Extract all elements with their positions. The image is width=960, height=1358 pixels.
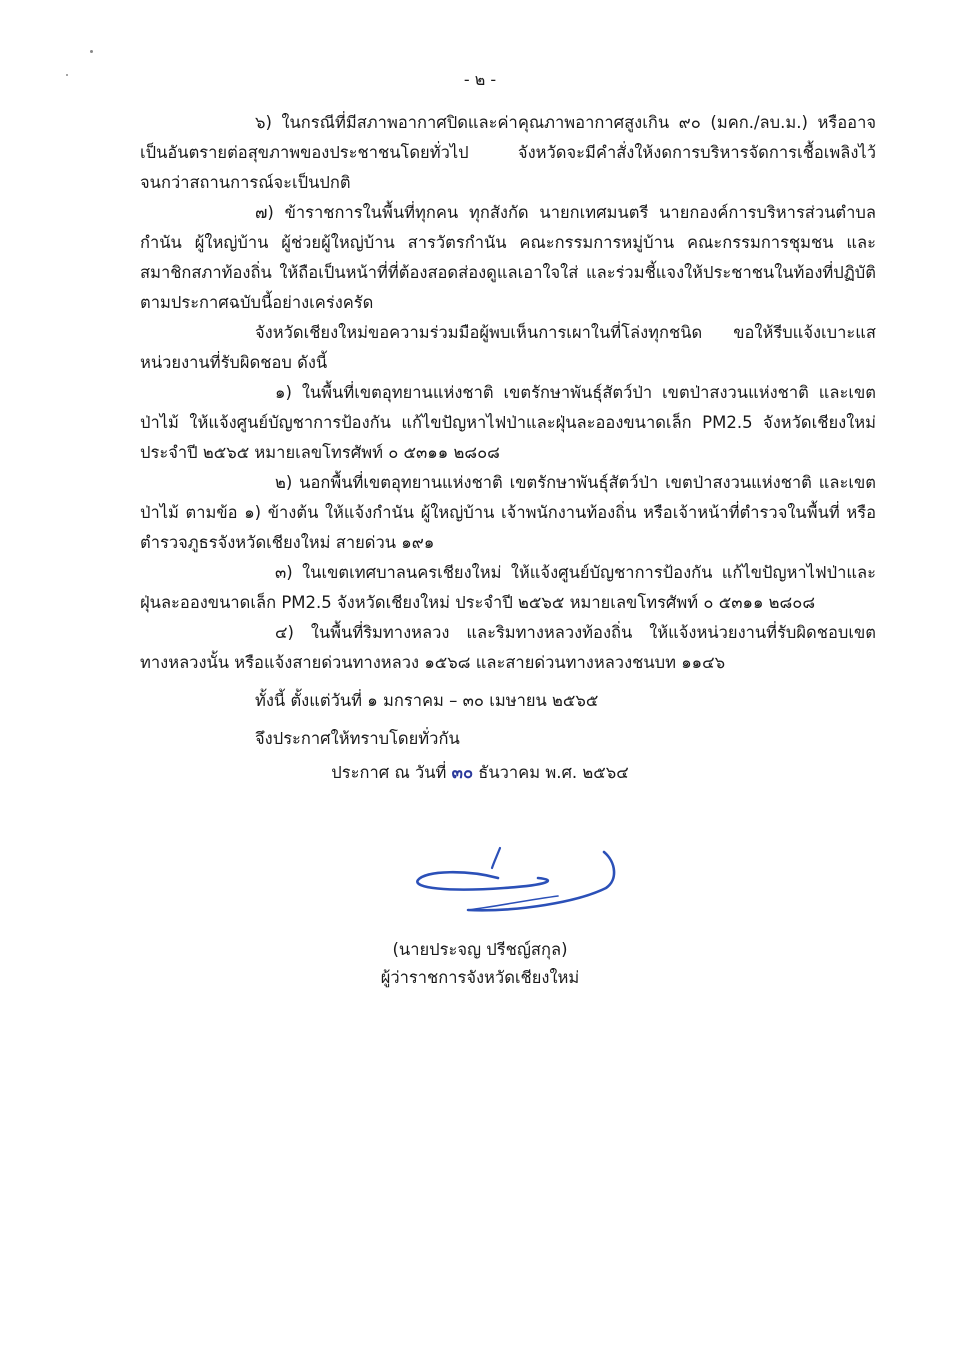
dateline [0, 760, 960, 786]
page-number: - ๒ - [463, 70, 497, 89]
scan-speck [90, 50, 93, 53]
handwritten-signature [408, 840, 628, 930]
signer-position: ผู้ว่าราชการจังหวัดเชียงใหม่ [380, 968, 580, 987]
dateline-suffix: ธันวาคม พ.ศ. ๒๕๖๔ [478, 763, 629, 782]
closing-block [140, 686, 876, 754]
paragraph-request: จังหวัดเชียงใหม่ขอความร่วมมือผู้พบเห็นการเผาในที่โล่งทุกชนิด ขอให้รีบแจ้งเบาะแสหน่วยงานที่รับผิดชอบ ดังนี้ [140, 323, 876, 372]
paragraph-contact-2: ๒) นอกพื้นที่เขตอุทยานแห่งชาติ เขตรักษาพันธุ์สัตว์ป่า เขตป่าสงวนแห่งชาติ และเขตป่าไม้ ตามข้อ ๑) ข้างต้น ให้แจ้งกำนัน ผู้ใหญ่บ้าน เจ้าพนักงานท้องถิ่น หรือเจ้าหน้าที่ตำรวจในพื้นที่ หรือตำรวจภูธรจังหวัดเชียงใหม่ สายด่วน ๑๙๑ [140, 473, 876, 552]
paragraph-item-6: ๖) ในกรณีที่มีสภาพอากาศปิดและค่าคุณภาพอากาศสูงเกิน ๙๐ (มคก./ลบ.ม.) หรืออาจเป็นอันตรายต่อสุขภาพของประชาชนโดยทั่วไป จังหวัดจะมีคำสั่งให้งดการบริหารจัดการเชื้อเพลิงไว้จนกว่าสถานการณ์จะเป็นปกติ [140, 113, 876, 192]
dateline-prefix: ประกาศ ณ วันที่ [331, 763, 447, 782]
effective-period: ทั้งนี้ ตั้งแต่วันที่ ๑ มกราคม – ๓๐ เมษายน ๒๕๖๕ [255, 691, 599, 710]
paragraph-contact-3: ๓) ในเขตเทศบาลนครเชียงใหม่ ให้แจ้งศูนย์บัญชาการป้องกัน แก้ไขปัญหาไฟป่าและฝุ่นละอองขนาดเล็ก PM2.5 จังหวัดเชียงใหม่ ประจำปี ๒๕๖๕ หมายเลขโทรศัพท์ ๐ ๕๓๑๑ ๒๘๐๘ [140, 563, 876, 612]
paragraph-contact-4: ๔) ในพื้นที่ริมทางหลวง และริมทางหลวงท้องถิ่น ให้แจ้งหน่วยงานที่รับผิดชอบเขตทางหลวงนั้น หรือแจ้งสายด่วนทางหลวง ๑๕๖๘ และสายด่วนทางหลวงชนบท ๑๑๔๖ [140, 623, 876, 672]
announcement-body [140, 108, 876, 762]
announcement-statement: จึงประกาศให้ทราบโดยทั่วกัน [255, 729, 460, 748]
paragraph-item-7: ๗) ข้าราชการในพื้นที่ทุกคน ทุกสังกัด นายกเทศมนตรี นายกองค์การบริหารส่วนตำบล กำนัน ผู้ใหญ่บ้าน ผู้ช่วยผู้ใหญ่บ้าน สารวัตรกำนัน คณะกรรมการหมู่บ้าน คณะกรรมการชุมชน และสมาชิกสภาท้องถิ่น ให้ถือเป็นหน้าที่ที่ต้องสอดส่องดูแลเอาใจใส่ และร่วมชี้แจงให้ประชาชนในท้องที่ปฏิบัติตามประกาศฉบับนี้อย่างเคร่งครัด [140, 203, 876, 312]
dateline-day: ๓๐ [451, 763, 474, 782]
signer-block [0, 936, 960, 992]
signer-name: (นายประจญ ปรีชญ์สกุล) [392, 940, 568, 959]
paragraph-contact-1: ๑) ในพื้นที่เขตอุทยานแห่งชาติ เขตรักษาพันธุ์สัตว์ป่า เขตป่าสงวนแห่งชาติ และเขตป่าไม้ ให้แจ้งศูนย์บัญชาการป้องกัน แก้ไขปัญหาไฟป่าและฝุ่นละอองขนาดเล็ก PM2.5 จังหวัดเชียงใหม่ ประจำปี ๒๕๖๕ หมายเลขโทรศัพท์ ๐ ๕๓๑๑ ๒๘๐๘ [140, 383, 876, 462]
